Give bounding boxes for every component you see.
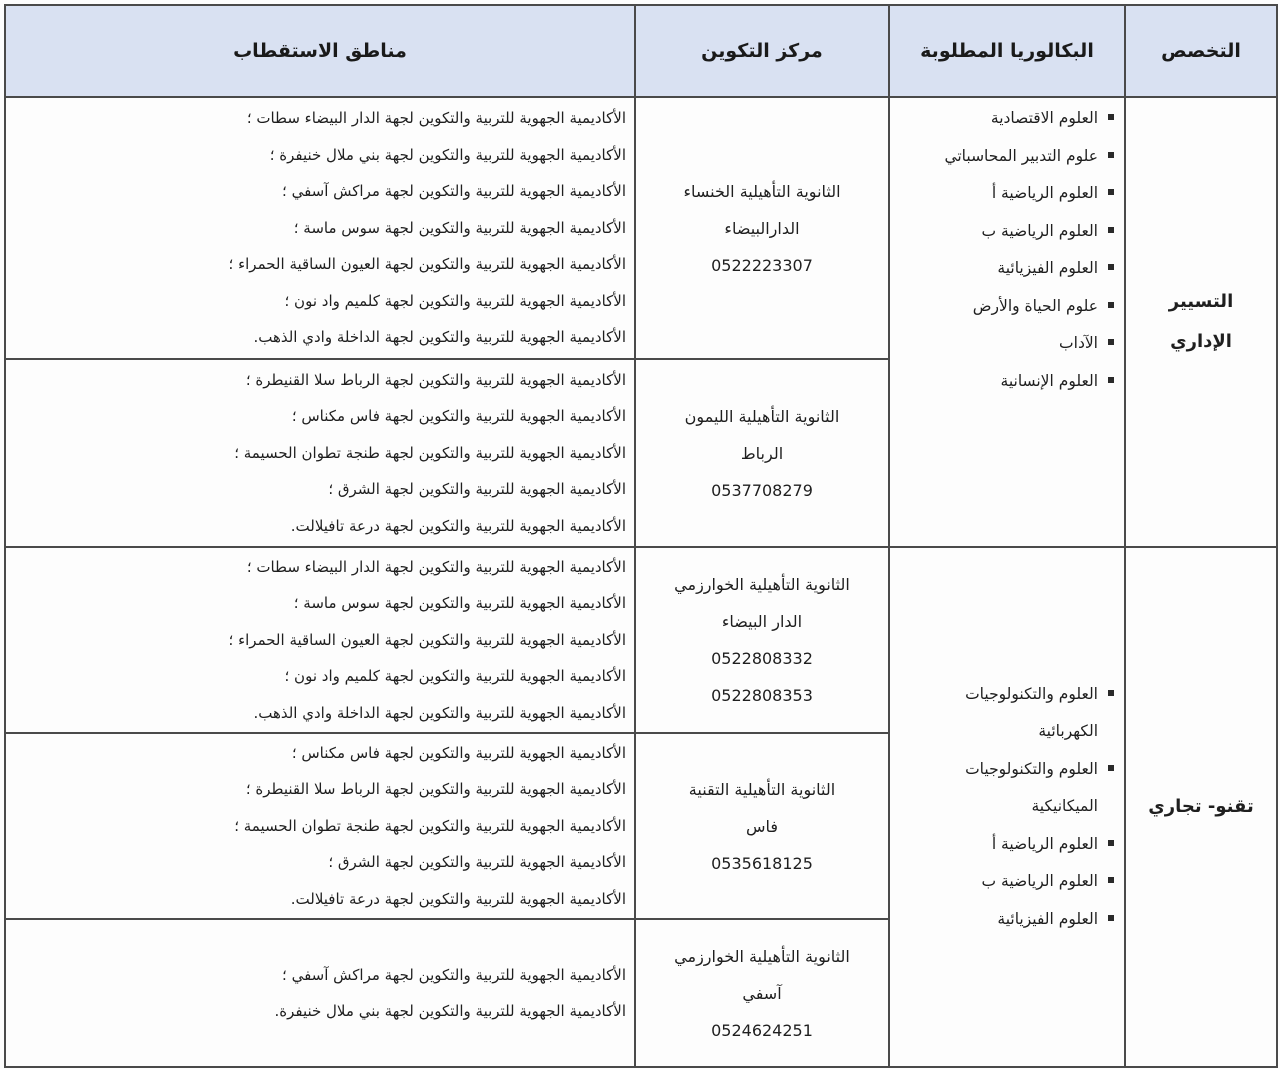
zone-item: الأكاديمية الجهوية للتربية والتكوين لجهة سوس ماسة ؛	[293, 594, 626, 613]
baccalaureate-item: العلوم الرياضية أ	[890, 175, 1114, 213]
training-center-cell	[635, 97, 889, 359]
zone-item: الأكاديمية الجهوية للتربية والتكوين لجهة درعة تافيلالت.	[290, 889, 626, 908]
zone-item: الأكاديمية الجهوية للتربية والتكوين لجهة كلميم واد نون ؛	[284, 667, 626, 686]
baccalaureate-item: العلوم الإنسانية	[890, 363, 1114, 401]
table-row	[5, 97, 1277, 359]
zone-item: الأكاديمية الجهوية للتربية والتكوين لجهة بني ملال خنيفرة ؛	[269, 145, 626, 164]
center-phone: 0522808332	[711, 649, 813, 668]
zone-item: الأكاديمية الجهوية للتربية والتكوين لجهة العيون الساقية الحمراء ؛	[228, 630, 626, 649]
table-body	[5, 97, 1277, 1067]
header-training-center: مركز التكوين	[635, 5, 889, 97]
training-center-cell	[635, 919, 889, 1067]
training-center-cell	[635, 547, 889, 733]
center-city: فاس	[745, 816, 779, 836]
baccalaureate-item-text: العلوم والتكنولوجيات	[965, 759, 1098, 778]
zone-item: الأكاديمية الجهوية للتربية والتكوين لجهة مراكش آسفي ؛	[282, 965, 626, 984]
baccalaureate-item	[890, 676, 1114, 751]
zone-item: الأكاديمية الجهوية للتربية والتكوين لجهة الشرق ؛	[328, 480, 626, 499]
baccalaureate-item: العلوم الاقتصادية	[890, 100, 1114, 138]
zone-item: الأكاديمية الجهوية للتربية والتكوين لجهة الدار البيضاء سطات ؛	[246, 109, 626, 128]
center-phone: 0522223307	[711, 255, 813, 275]
center-name: الثانوية التأهيلية التقنية	[688, 779, 836, 799]
baccalaureate-item-text-cont: الميكانيكية	[1031, 797, 1098, 816]
zone-item: الأكاديمية الجهوية للتربية والتكوين لجهة كلميم واد نون ؛	[284, 291, 626, 310]
zone-item: الأكاديمية الجهوية للتربية والتكوين لجهة سوس ماسة ؛	[293, 218, 626, 237]
specialty-name: تقنو- تجاري	[1148, 796, 1254, 817]
specialty-cell	[1125, 547, 1277, 1067]
zone-item: الأكاديمية الجهوية للتربية والتكوين لجهة الرباط سلا القنيطرة ؛	[245, 370, 626, 389]
zone-item: الأكاديمية الجهوية للتربية والتكوين لجهة درعة تافيلالت.	[290, 516, 626, 535]
training-center-cell	[635, 733, 889, 919]
center-phone: 0522808353	[711, 686, 813, 705]
center-phone: 0537708279	[711, 480, 813, 500]
zone-item: الأكاديمية الجهوية للتربية والتكوين لجهة الشرق ؛	[328, 853, 626, 872]
baccalaureate-item	[890, 751, 1114, 826]
baccalaureate-cell	[889, 547, 1125, 1067]
header-specialty: التخصص	[1125, 5, 1277, 97]
center-name: الثانوية التأهيلية الليمون	[684, 406, 840, 426]
specialty-cell	[1125, 97, 1277, 547]
baccalaureate-item: العلوم الرياضية ب	[890, 213, 1114, 251]
baccalaureate-item: العلوم الرياضية ب	[890, 863, 1114, 901]
specialty-name-line2: الإداري	[1170, 331, 1232, 352]
baccalaureate-item: الآداب	[890, 325, 1114, 363]
baccalaureate-list	[890, 100, 1124, 400]
center-city: آسفي	[742, 983, 782, 1003]
zone-item: الأكاديمية الجهوية للتربية والتكوين لجهة طنجة تطوان الحسيمة ؛	[234, 443, 626, 462]
baccalaureate-item: العلوم الفيزيائية	[890, 901, 1114, 939]
center-name: الثانوية التأهيلية الخوارزمي	[674, 575, 850, 594]
baccalaureate-item: العلوم الرياضية أ	[890, 826, 1114, 864]
center-city: الرباط	[740, 443, 784, 463]
zone-item: الأكاديمية الجهوية للتربية والتكوين لجهة فاس مكناس ؛	[291, 407, 626, 426]
center-name: الثانوية التأهيلية الخوارزمي	[674, 946, 850, 966]
recruitment-zones-cell	[5, 919, 635, 1067]
center-name: الثانوية التأهيلية الخنساء	[683, 181, 841, 201]
training-center-cell	[635, 359, 889, 547]
recruitment-zones-cell	[5, 547, 635, 733]
header-recruitment-zones: مناطق الاستقطاب	[5, 5, 635, 97]
specialty-name: التسيير	[1168, 291, 1234, 312]
zone-item: الأكاديمية الجهوية للتربية والتكوين لجهة الداخلة وادي الذهب.	[253, 703, 626, 722]
zone-item: الأكاديمية الجهوية للتربية والتكوين لجهة الداخلة وادي الذهب.	[253, 328, 626, 347]
zone-item: الأكاديمية الجهوية للتربية والتكوين لجهة بني ملال خنيفرة.	[274, 1002, 626, 1020]
zone-item: الأكاديمية الجهوية للتربية والتكوين لجهة مراكش آسفي ؛	[282, 182, 626, 201]
zone-item: الأكاديمية الجهوية للتربية والتكوين لجهة فاس مكناس ؛	[291, 743, 626, 762]
table-row	[5, 547, 1277, 733]
baccalaureate-item: علوم الحياة والأرض	[890, 288, 1114, 326]
recruitment-zones-cell	[5, 733, 635, 919]
baccalaureate-item-text: العلوم والتكنولوجيات	[965, 684, 1098, 703]
recruitment-zones-cell	[5, 97, 635, 359]
zone-item: الأكاديمية الجهوية للتربية والتكوين لجهة العيون الساقية الحمراء ؛	[228, 255, 626, 274]
baccalaureate-cell	[889, 97, 1125, 547]
baccalaureate-item-text-cont: الكهربائية	[1038, 722, 1098, 741]
baccalaureate-item: علوم التدبير المحاسباتي	[890, 138, 1114, 176]
center-city: الدارالبيضاء	[724, 218, 800, 238]
center-phone: 0524624251	[711, 1020, 813, 1040]
center-phone: 0535618125	[711, 853, 813, 873]
center-city: الدار البيضاء	[721, 612, 803, 631]
baccalaureate-item: العلوم الفيزيائية	[890, 250, 1114, 288]
zone-item: الأكاديمية الجهوية للتربية والتكوين لجهة الدار البيضاء سطات ؛	[246, 557, 626, 576]
zone-item: الأكاديمية الجهوية للتربية والتكوين لجهة الرباط سلا القنيطرة ؛	[245, 780, 626, 799]
header-baccalaureate: البكالوريا المطلوبة	[889, 5, 1125, 97]
baccalaureate-list	[890, 676, 1124, 939]
specialties-table	[4, 4, 1278, 1068]
recruitment-zones-cell	[5, 359, 635, 547]
table-header-row	[5, 5, 1277, 97]
zone-item: الأكاديمية الجهوية للتربية والتكوين لجهة طنجة تطوان الحسيمة ؛	[234, 816, 626, 835]
